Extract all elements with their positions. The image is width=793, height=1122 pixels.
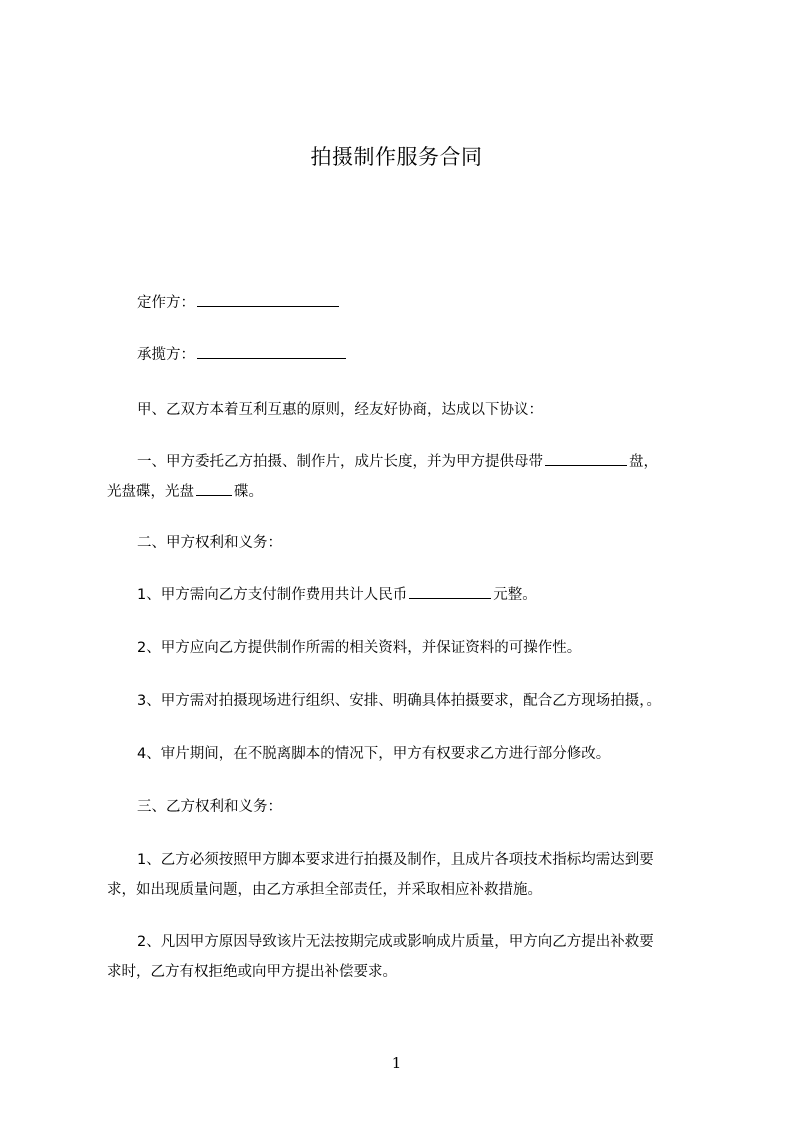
s2-item3: 3、甲方需对拍摄现场进行组织、安排、明确具体拍摄要求，配合乙方现场拍摄，。 bbox=[137, 693, 661, 709]
party-a-label: 定作方： bbox=[137, 295, 195, 311]
clause1-line2 bbox=[107, 477, 699, 507]
s2-item4: 4、审片期间，在不脱离脚本的情况下，甲方有权要求乙方进行部分修改。 bbox=[137, 746, 611, 762]
s3-item1-line1: 1、乙方必须按照甲方脚本要求进行拍摄及制作，且成片各项技术指标均需达到要 bbox=[137, 852, 654, 868]
party-b-blank bbox=[197, 344, 346, 359]
s2-item1-text-a: 1、甲方需向乙方支付制作费用共计人民币 bbox=[137, 587, 408, 603]
clause1-tape-blank bbox=[545, 451, 627, 466]
clause1-line1 bbox=[107, 447, 729, 477]
s3-item2-line1: 2、凡因甲方原因导致该片无法按期完成或影响成片质量，甲方向乙方提出补救要 bbox=[137, 934, 654, 950]
party-a-blank bbox=[197, 292, 339, 307]
party-b-line bbox=[107, 340, 729, 370]
clause1-disc-blank bbox=[196, 481, 232, 496]
party-b-label: 承揽方： bbox=[137, 347, 195, 363]
s2-item1-text-b: 元整。 bbox=[493, 587, 537, 603]
clause1-text-a: 一、甲方委托乙方拍摄、制作片，成片长度，并为甲方提供母带 bbox=[137, 454, 543, 470]
s2-item1 bbox=[107, 580, 729, 610]
document-title: 拍摄制作服务合同 bbox=[310, 145, 483, 169]
intro-paragraph: 甲、乙双方本着互利互惠的原则，经友好协商，达成以下协议： bbox=[137, 402, 543, 418]
section2-heading: 二、甲方权利和义务： bbox=[137, 535, 282, 551]
clause1-text-b: 盘， bbox=[629, 454, 658, 470]
clause1-text-d: 碟。 bbox=[234, 484, 263, 500]
s3-item2-line2: 求时，乙方有权拒绝或向甲方提出补偿要求。 bbox=[107, 964, 397, 980]
fee-blank bbox=[409, 584, 491, 599]
section3-heading: 三、乙方权利和义务： bbox=[137, 799, 282, 815]
party-a-line bbox=[107, 288, 729, 318]
page-number: 1 bbox=[391, 1054, 402, 1072]
s3-item1-line2: 求，如出现质量问题，由乙方承担全部责任，并采取相应补救措施。 bbox=[107, 882, 542, 898]
clause1-text-c: 光盘碟，光盘 bbox=[107, 484, 194, 500]
s2-item2: 2、甲方应向乙方提供制作所需的相关资料，并保证资料的可操作性。 bbox=[137, 640, 582, 656]
